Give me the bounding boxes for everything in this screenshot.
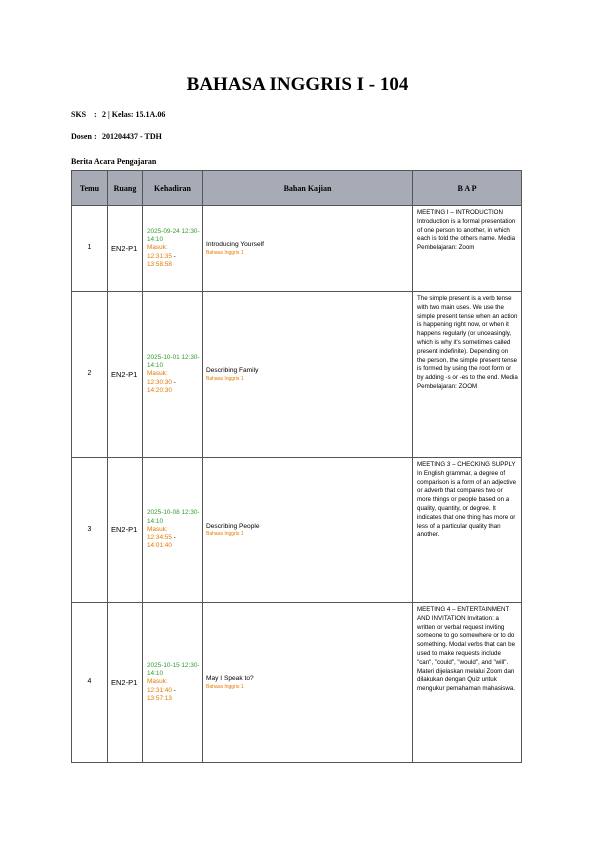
topic-cell — [203, 292, 413, 458]
time-dash: - — [173, 252, 176, 260]
bap-cell: MEETING 3 – CHECKING SUPPLY In English grammar, a degree of comparison is a form of an adjective or adverb that compares two or more things or people based on a quality, quantity, or degree. It indicates that one thing has more or less of a particular quality than another. — [413, 458, 522, 603]
table-header-row — [72, 171, 522, 206]
sks-separator: : — [94, 110, 97, 119]
masuk-time: 12:31:40 — [147, 686, 172, 694]
topic-cell — [203, 458, 413, 603]
topic-title: Introducing Yourself — [206, 241, 264, 249]
sks-value: 2 | Kelas: 15.1A.06 — [102, 110, 166, 119]
room-cell: EN2-P1 — [108, 206, 143, 292]
attendance-cell — [143, 206, 203, 292]
masuk-time: 12:30:30 — [147, 378, 172, 386]
dosen-value: 201204437 - TDH — [102, 132, 162, 141]
masuk-label: Masuk: — [147, 370, 168, 378]
table-row — [72, 206, 522, 292]
attendance-cell — [143, 603, 203, 763]
masuk-label: Masuk: — [147, 525, 168, 533]
time-dash: - — [173, 534, 176, 542]
time-dash: - — [173, 378, 176, 386]
table-row — [72, 292, 522, 458]
out-time: 14:20:30 — [147, 386, 172, 394]
out-time: 13:57:13 — [147, 694, 172, 702]
topic-course: Bahasa Inggris 1 — [206, 531, 244, 538]
section-title: Berita Acara Pengajaran — [71, 157, 157, 166]
header-temu: Temu — [72, 171, 108, 206]
header-bahan-kajian: Bahan Kajian — [203, 171, 413, 206]
masuk-label: Masuk: — [147, 244, 168, 252]
topic-cell — [203, 603, 413, 763]
attendance-cell — [143, 292, 203, 458]
room-cell: EN2-P1 — [108, 458, 143, 603]
room-cell: EN2-P1 — [108, 603, 143, 763]
out-time: 13:58:58 — [147, 260, 172, 268]
topic-course: Bahasa Inggris 1 — [206, 683, 244, 690]
dosen-line — [71, 132, 162, 141]
header-bap: B A P — [413, 171, 522, 206]
header-kehadiran: Kehadiran — [143, 171, 203, 206]
topic-title: May I Speak to? — [206, 675, 254, 683]
room-cell: EN2-P1 — [108, 292, 143, 458]
attendance-cell — [143, 458, 203, 603]
topic-course: Bahasa Inggris 1 — [206, 375, 244, 382]
dosen-separator: : — [94, 132, 97, 141]
masuk-time: 12:31:35 — [147, 252, 172, 260]
topic-cell — [203, 206, 413, 292]
bap-cell: MEETING I – INTRODUCTION Introduction is a formal presentation of one person to another, in which each is told the others name. Media Pembelajaran: Zoom — [413, 206, 522, 292]
header-ruang: Ruang — [108, 171, 143, 206]
meeting-number: 4 — [72, 603, 108, 763]
topic-title: Describing Family — [206, 367, 259, 375]
sks-line — [71, 110, 165, 119]
teaching-log-table — [71, 170, 522, 763]
masuk-time: 12:34:55 — [147, 534, 172, 542]
meeting-number: 3 — [72, 458, 108, 603]
bap-cell: The simple present is a verb tense with two main uses. We use the simple present tense when an action is happening right now, or when it happens regularly (or unceasingly, which is why it's sometimes called present indefinite). Depending on the person, the simple present tense is formed by using the root form or by adding -s or -es to the end. Media Pembelajaran: ZOOM — [413, 292, 522, 458]
schedule-time: 2025-10-01 12:30-14:10 — [147, 353, 200, 370]
page-title: BAHASA INGGRIS I - 104 — [186, 74, 409, 95]
schedule-time: 2025-10-15 12:30-14:10 — [147, 661, 200, 678]
time-dash: - — [173, 686, 176, 694]
sks-label: SKS — [71, 110, 87, 119]
out-time: 14:01:40 — [147, 542, 172, 550]
meeting-number: 1 — [72, 206, 108, 292]
table-row — [72, 458, 522, 603]
masuk-label: Masuk: — [147, 678, 168, 686]
schedule-time: 2025-10-08 12:30-14:10 — [147, 509, 200, 525]
topic-course: Bahasa Inggris 1 — [206, 249, 244, 256]
schedule-time: 2025-09-24 12:30-14:10 — [147, 227, 200, 244]
topic-title: Describing People — [206, 522, 260, 530]
meeting-number: 2 — [72, 292, 108, 458]
table-row — [72, 603, 522, 763]
bap-cell: MEETING 4 – ENTERTAINMENT AND INVITATION Invitation: a written or verbal request inviting someone to go somewhere or to do something. Modal verbs that can be used to make requests include "can", "could", "would", and "will". Materi dijelaskan melalui Zoom dan dilakukan dengan Quiz untuk mengukur pemahaman mahasiswa. — [413, 603, 522, 763]
dosen-label: Dosen — [71, 132, 92, 141]
